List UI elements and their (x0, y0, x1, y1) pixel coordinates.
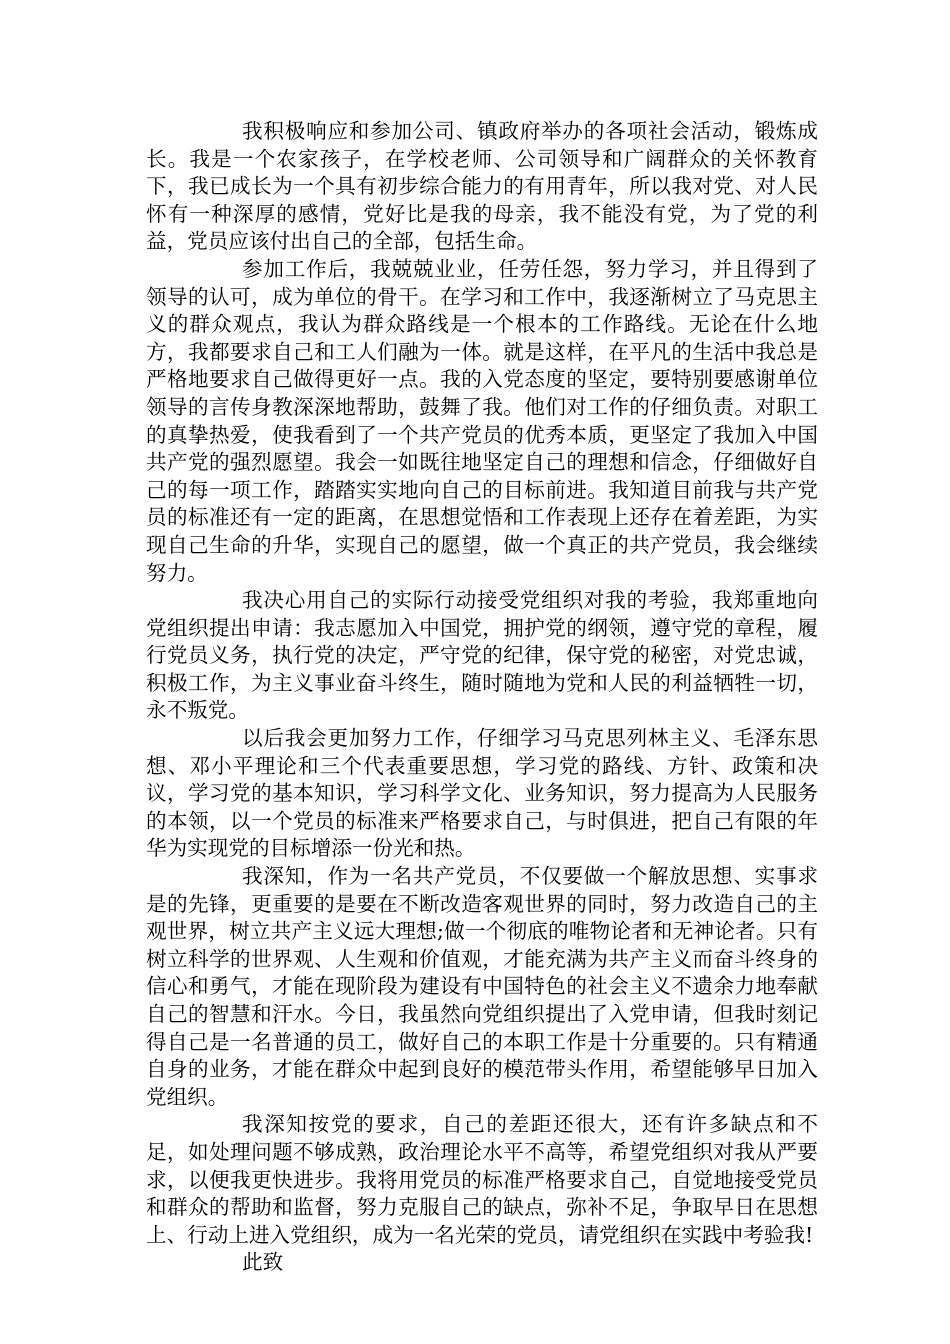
closing-salutation: 此致 (242, 1250, 284, 1275)
paragraph-6: 我深知按党的要求，自己的差距还很大，还有许多缺点和不足，如处理问题不够成熟，政治理论水平不高等，希望党组织对我从严要求，以便我更快进步。我将用党员的标准严格要求自己，自觉地接受党员和群众的帮助和监督，努力克服自己的缺点，弥补不足，争取早日在思想上、行动上进入党组织，成为一名光荣的党员，请党组织在实践中考验我! (146, 1112, 818, 1247)
document-body (146, 118, 818, 1277)
paragraph-4: 以后我会更加努力工作，仔细学习马克思列林主义、毛泽东思想、邓小平理论和三个代表重要思想，学习党的路线、方针、政策和决议，学习党的基本知识，学习科学文化、业务知识，努力提高为人民服务的本领，以一个党员的标准来严格要求自己，与时俱进，把自己有限的年华为实现党的目标增添一份光和热。 (146, 726, 818, 861)
paragraph-1: 我积极响应和参加公司、镇政府举办的各项社会活动，锻炼成长。我是一个农家孩子，在学校老师、公司领导和广阔群众的关怀教育下，我已成长为一个具有初步综合能力的有用青年，所以我对党、对人民怀有一种深厚的感情，党好比是我的母亲，我不能没有党，为了党的利益，党员应该付出自己的全部，包括生命。 (146, 119, 818, 254)
paragraph-3: 我决心用自己的实际行动接受党组织对我的考验，我郑重地向党组织提出申请：我志愿加入中国党，拥护党的纲领，遵守党的章程，履行党员义务，执行党的决定，严守党的纪律，保守党的秘密，对党忠诚，积极工作，为主义事业奋斗终生，随时随地为党和人民的利益牺牲一切，永不叛党。 (146, 588, 818, 723)
paragraph-5: 我深知，作为一名共产党员，不仅要做一个解放思想、实事求是的先锋，更重要的是要在不断改造客观世界的同时，努力改造自己的主观世界，树立共产主义远大理想;做一个彻底的唯物论者和无神论者。只有树立科学的世界观、人生观和价值观，才能充满为共产主义而奋斗终身的信心和勇气，才能在现阶段为建设有中国特色的社会主义不遗余力地奉献自己的智慧和汗水。今日，我虽然向党组织提出了入党申请，但我时刻记得自己是一名普通的员工，做好自己的本职工作是十分重要的。只有精通自身的业务，才能在群众中起到良好的模范带头作用，希望能够早日加入党组织。 (146, 864, 818, 1109)
paragraph-2: 参加工作后，我兢兢业业，任劳任怨，努力学习，并且得到了领导的认可，成为单位的骨干。在学习和工作中，我逐渐树立了马克思主义的群众观点，我认为群众路线是一个根本的工作路线。无论在什么地方，我都要求自己和工人们融为一体。就是这样，在平凡的生活中我总是严格地要求自己做得更好一点。我的入党态度的坚定，要特别要感谢单位领导的言传身教深深地帮助，鼓舞了我。他们对工作的仔细负责。对职工的真挚热爱，使我看到了一个共产党员的优秀本质，更坚定了我加入中国共产党的强烈愿望。我会一如既往地坚定自己的理想和信念，仔细做好自己的每一项工作，踏踏实实地向自己的目标前进。我知道目前我与共产党员的标准还有一定的距离，在思想觉悟和工作表现上还存在着差距，为实现自己生命的升华，实现自己的愿望，做一个真正的共产党员，我会继续努力。 (146, 256, 818, 585)
